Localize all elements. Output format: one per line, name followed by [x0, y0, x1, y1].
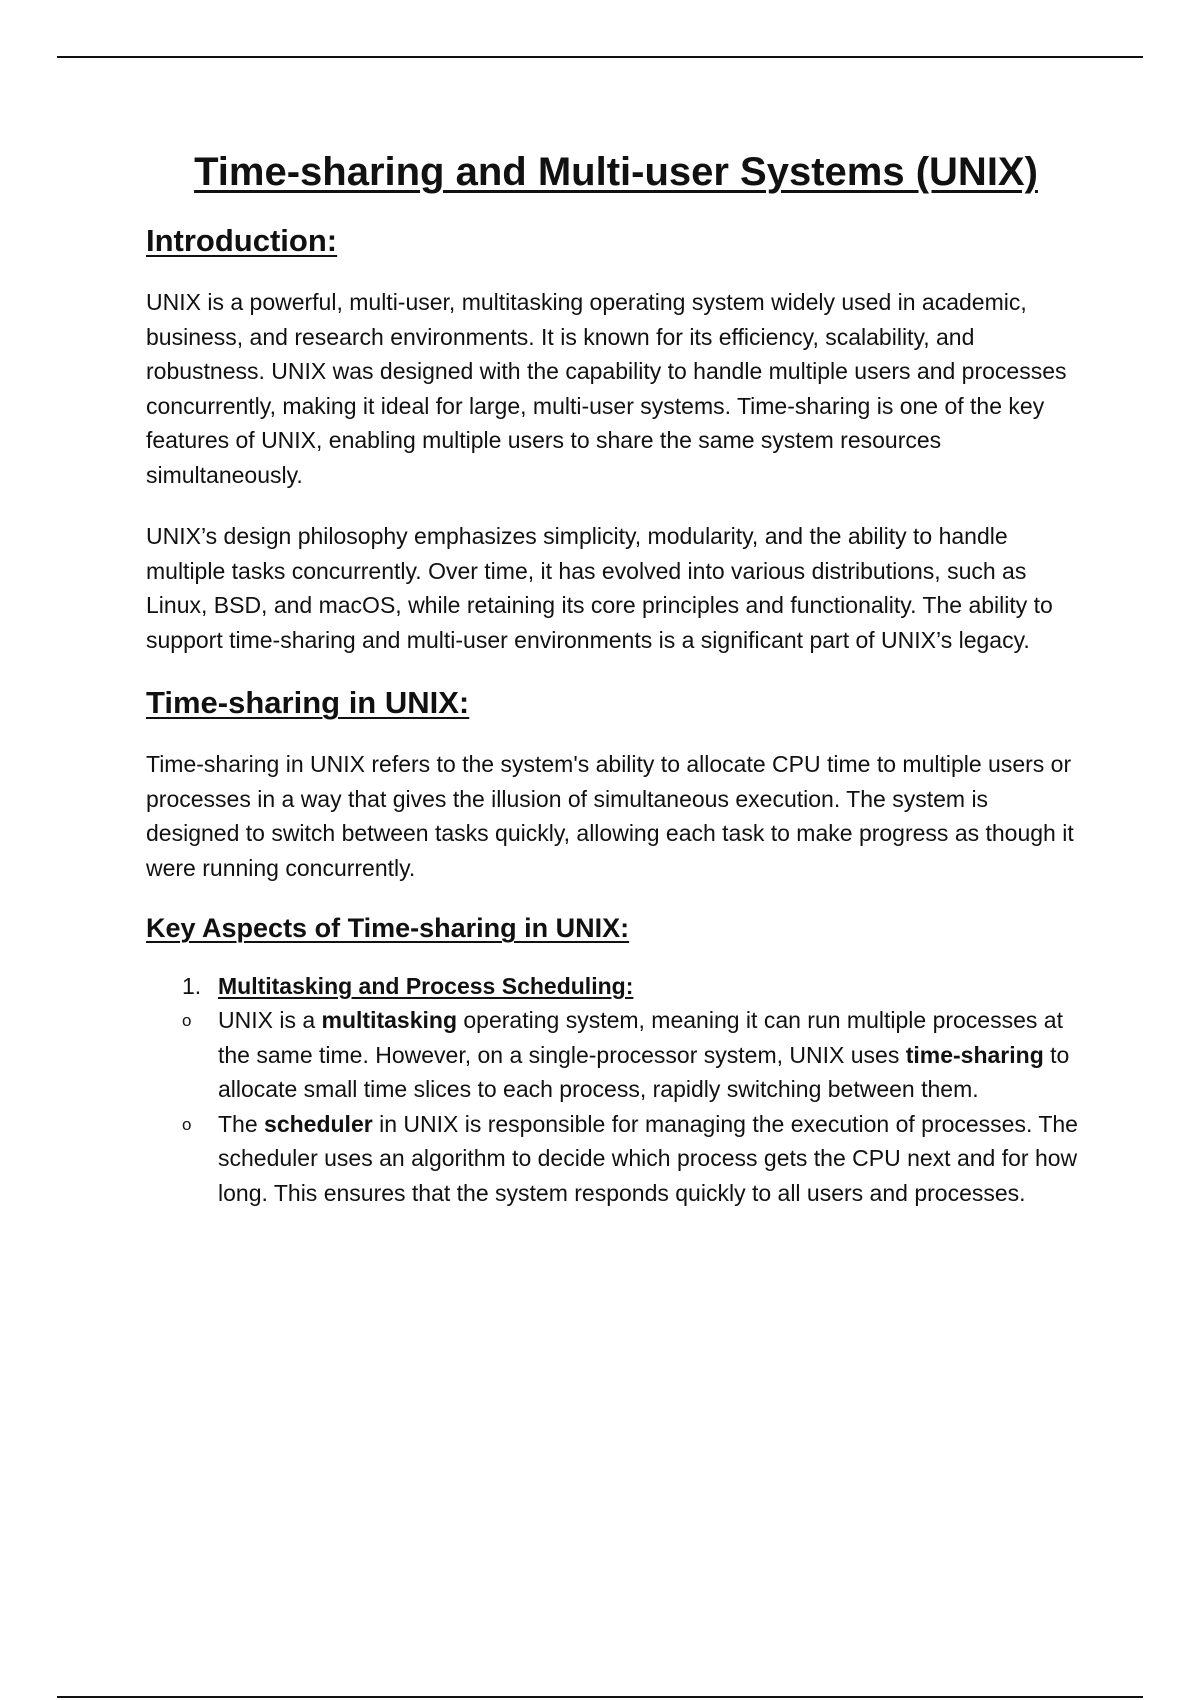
timesharing-heading: Time-sharing in UNIX: — [146, 685, 470, 721]
document-body — [146, 148, 1086, 1210]
bullet-item — [182, 1003, 1086, 1107]
numbered-list-item — [146, 969, 1086, 1004]
bullet-bold-text: scheduler — [264, 1110, 373, 1137]
bullet-text: UNIX is a — [218, 1007, 322, 1034]
bullet-text: operating system, meaning it can run multiple processes at the same time. However, on a single-processor system, UNIX uses — [218, 1007, 1063, 1068]
list-item-number: 1. — [182, 972, 202, 999]
bullet-item — [182, 1107, 1086, 1211]
intro-paragraph-1: UNIX is a powerful, multi-user, multitasking operating system widely used in academic, business, and research environments. It is known for its efficiency, scalability, and robustness. UNIX was designed with the capability to handle multiple users and processes concurrently, making it ideal for large, multi-user systems. Time-sharing is one of the key features of UNIX, enabling multiple users to share the same system resources simultaneously. — [146, 289, 1067, 488]
bullet-bold-text: time-sharing — [905, 1041, 1044, 1068]
bullet-text: to allocate small time slices to each process, rapidly switching between them. — [218, 1041, 1070, 1103]
intro-heading: Introduction: — [146, 223, 338, 258]
intro-paragraph-2: UNIX’s design philosophy emphasizes simplicity, modularity, and the ability to handle multiple tasks concurrently. Over time, it has evolved into various distributions, such as Linux, BSD, and macOS, while retaining its core principles and functionality. The ability to support time-sharing and multi-user environments is a significant part of UNIX’s legacy. — [146, 523, 1053, 653]
bullet-icon: o — [182, 1011, 192, 1031]
document-title: Time-sharing and Multi-user Systems (UNIX) — [194, 150, 1038, 194]
header-rule — [57, 56, 1143, 58]
bullet-icon: o — [182, 1114, 192, 1134]
bullet-bold-text: multitasking — [321, 1007, 457, 1034]
bullet-text: in UNIX is responsible for managing the execution of processes. The scheduler uses an algorithm to decide which process gets the CPU next and for how long. This ensures that the system responds quickly to all users and processes. — [218, 1110, 1078, 1206]
key-aspects-heading: Key Aspects of Time-sharing in UNIX: — [146, 913, 630, 944]
timesharing-paragraph: Time-sharing in UNIX refers to the system's ability to allocate CPU time to multiple users or processes in a way that gives the illusion of simultaneous execution. The system is designed to switch between tasks quickly, allowing each task to make progress as though it were running concurrently. — [146, 751, 1074, 881]
list-item-title: Multitasking and Process Scheduling: — [218, 972, 634, 999]
bullet-text: The — [218, 1110, 265, 1137]
footer-rule — [57, 1696, 1143, 1698]
bullet-list — [146, 1003, 1086, 1210]
